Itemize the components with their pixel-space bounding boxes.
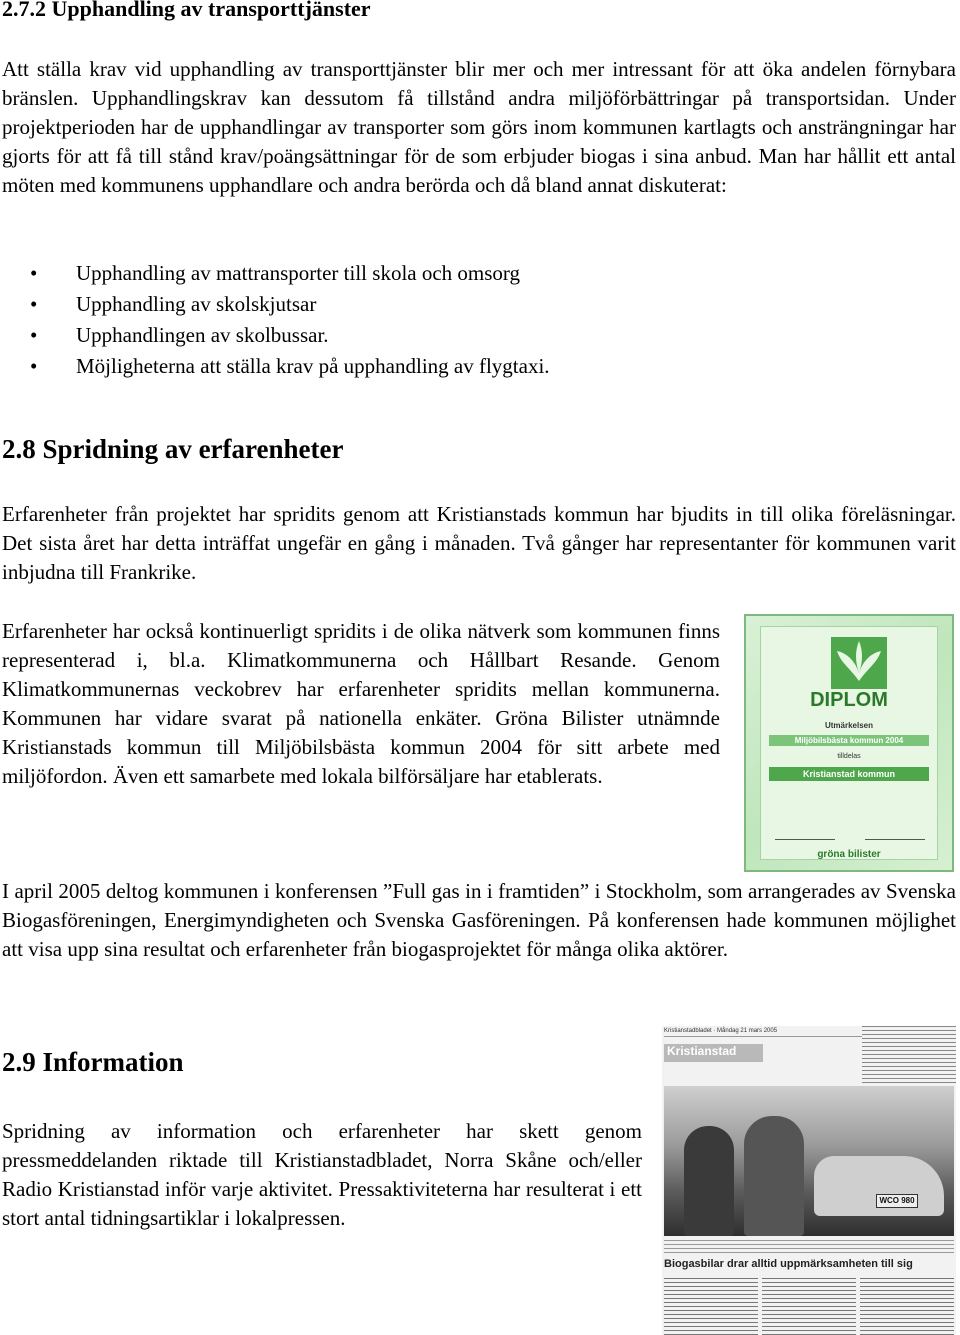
section-heading-2-7-2: 2.7.2 Upphandling av transporttjänster bbox=[2, 0, 371, 21]
section-heading-2-8: 2.8 Spridning av erfarenheter bbox=[2, 434, 344, 464]
diploma-line-4: Kristianstad kommun bbox=[769, 767, 929, 781]
diploma-footer-logo: gröna bilister bbox=[817, 849, 881, 860]
signature-line bbox=[865, 827, 925, 840]
list-item: • Upphandlingen av skolbussar. bbox=[30, 320, 550, 351]
bullet-icon: • bbox=[30, 292, 38, 316]
list-item: • Upphandling av skolskjutsar bbox=[30, 289, 550, 320]
paragraph-procurement: Att ställa krav vid upphandling av transporttjänster blir mer och mer intressant för att öka andelen förnybara bränslen. Upphandlingskrav kan dessutom få tillstånd andra miljöförbättringar på transportsidan. Under projektperioden har de upphandlingar av transporter som görs inom kommunen kartlagts och ansträngningar har gjorts för att få till stånd krav/poängsättningar för de som erbjuder biogas i sina anbud. Man har hållit ett antal möten med kommunens upphandlare och andra berörda och då bland annat diskuterat: bbox=[2, 57, 956, 197]
paragraph-conference: I april 2005 deltog kommunen i konferensen ”Full gas in i framtiden” i Stockholm, som arrangerades av Svenska Biogasföreningen, Energimyndigheten och Svenska Gasföreningen. På konferensen hade kommunen möjlighet att visa upp sina resultat och erfarenheter från biogasprojektet för många olika aktörer. bbox=[2, 879, 956, 961]
newspaper-photo bbox=[664, 1086, 954, 1236]
newspaper-headline: Biogasbilar drar alltid uppmärksamheten till sig bbox=[664, 1258, 913, 1270]
newspaper-section-label: Kristianstad bbox=[664, 1044, 763, 1062]
diploma-image bbox=[744, 614, 954, 872]
diploma-line-1: Utmärkelsen bbox=[824, 721, 874, 730]
bullet-icon: • bbox=[30, 323, 38, 347]
newspaper-body-text bbox=[664, 1278, 954, 1335]
paragraph-information: Spridning av information och erfarenheter har skett genom pressmeddelanden riktade till Kristianstadbladet, Norra Skåne och/eller Radio Kristianstad inför varje aktivitet. Pressaktiviteterna har resulterat i ett stort antal tidningsartiklar i lokalpressen. bbox=[2, 1119, 642, 1230]
section-heading-2-9: 2.9 Information bbox=[2, 1047, 184, 1077]
diploma-title: DIPLOM bbox=[810, 689, 888, 711]
diploma-line-2: Miljöbilsbästa kommun 2004 bbox=[769, 735, 929, 746]
bullet-icon: • bbox=[30, 354, 38, 378]
bullet-icon: • bbox=[30, 261, 38, 285]
person-figure bbox=[744, 1116, 804, 1236]
paragraph-spread-2: Erfarenheter har också kontinuerligt spridits i de olika nätverk som kommunen finns representerad i, bl.a. Klimatkommunerna och Hållbart Resande. Genom Klimatkommunernas veckobrev har erfarenheter spridits mellan kommunerna. Kommunen har vidare svarat på nationella enkäter. Gröna Bilister utnämnde Kristianstads kommun till Miljöbilsbästa kommun 2004 för sitt arbete med miljöfordon. Även ett samarbete med lokala bilförsäljare har etablerats. bbox=[2, 619, 720, 788]
paragraph-spread-1: Erfarenheter från projektet har spridits genom att Kristianstads kommun har bjudits in till olika föreläsningar. Det sista året har detta inträffat ungefär en gång i månaden. Två gånger har representanter för kommunen varit inbjudna till Frankrike. bbox=[2, 502, 956, 584]
newspaper-side-column bbox=[862, 1026, 956, 1084]
signature-line bbox=[775, 827, 835, 840]
newspaper-masthead: Kristianstadbladet · Måndag 21 mars 2005 bbox=[664, 1028, 956, 1037]
diploma-line-3: tilldelas bbox=[837, 753, 861, 760]
list-item: • Upphandling av mattransporter till skola och omsorg bbox=[30, 258, 550, 289]
list-item: • Möjligheterna att ställa krav på upphandling av flygtaxi. bbox=[30, 351, 550, 382]
bullet-list bbox=[30, 258, 550, 382]
person-figure bbox=[684, 1126, 734, 1236]
license-plate: WCO 980 bbox=[876, 1194, 918, 1208]
photo-caption bbox=[664, 1240, 954, 1254]
green-leaves-logo-icon bbox=[831, 637, 887, 689]
newspaper-clipping-image bbox=[662, 1026, 956, 1335]
